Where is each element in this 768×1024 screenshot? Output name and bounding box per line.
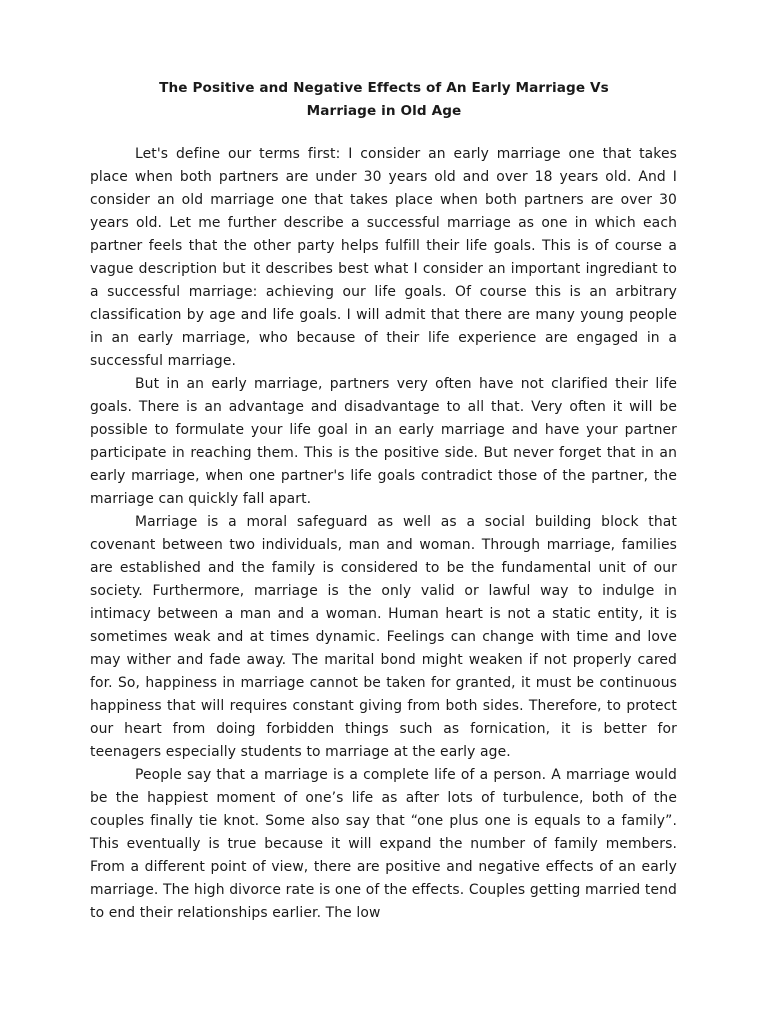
paragraph-4: People say that a marriage is a complete life of a person. A marriage would be the happiest moment of one’s life as after lots of turbulence, both of the couples finally tie knot. Some also say that “one plus one is equals to a family”. This eventually is true because it will expand the number of family members. From a different point of view, there are positive and negative effects of an early marriage. The high divorce rate is one of the effects. Couples getting married tend to end their relationships earlier. The low [90, 767, 677, 921]
document-title [90, 77, 678, 123]
document-body [90, 143, 677, 925]
title-line-2: Marriage in Old Age [306, 103, 462, 119]
title-line-1: The Positive and Negative Effects of An Early Marriage Vs [159, 80, 609, 96]
paragraph-3: Marriage is a moral safeguard as well as a social building block that covenant between two individuals, man and woman. Through marriage, families are established and the family is considered to be the fundamental unit of our society. Furthermore, marriage is the only valid or lawful way to indulge in intimacy between a man and a woman. Human heart is not a static entity, it is sometimes weak and at times dynamic. Feelings can change with time and love may wither and fade away. The marital bond might weaken if not properly cared for. So, happiness in marriage cannot be taken for granted, it must be continuous happiness that will requires constant giving from both sides. Therefore, to protect our heart from doing forbidden things such as fornication, it is better for teenagers especially students to marriage at the early age. [90, 514, 677, 760]
paragraph-2: But in an early marriage, partners very often have not clarified their life goals. There is an advantage and disadvantage to all that. Very often it will be possible to formulate your life goal in an early marriage and have your partner participate in reaching them. This is the positive side. But never forget that in an early marriage, when one partner's life goals contradict those of the partner, the marriage can quickly fall apart. [90, 376, 677, 507]
paragraph-1: Let's define our terms first: I consider an early marriage one that takes place when both partners are under 30 years old and over 18 years old. And I consider an old marriage one that takes place when both partners are over 30 years old. Let me further describe a successful marriage as one in which each partner feels that the other party helps fulfill their life goals. This is of course a vague description but it describes best what I consider an important ingrediant to a successful marriage: achieving our life goals. Of course this is an arbitrary classification by age and life goals. I will admit that there are many young people in an early marriage, who because of their life experience are engaged in a successful marriage. [90, 146, 677, 369]
